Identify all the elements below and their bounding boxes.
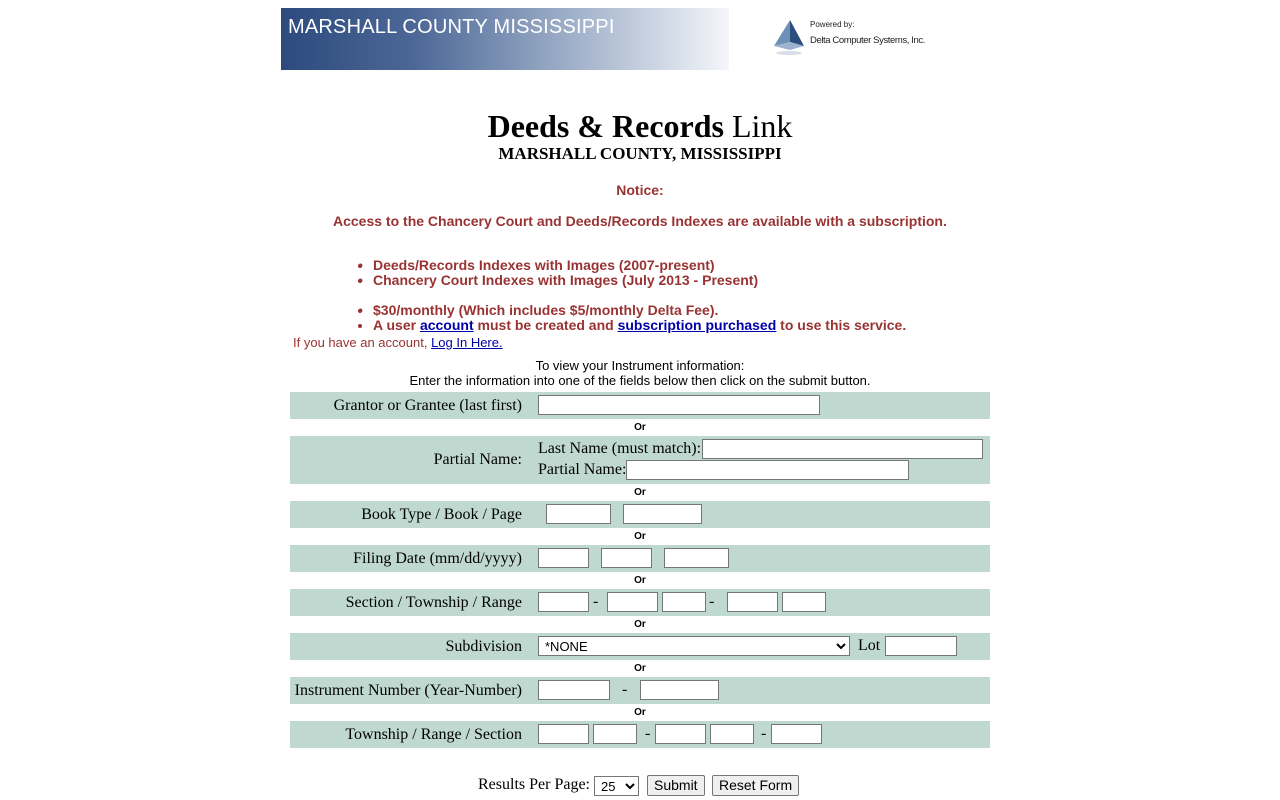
list-item: • A user account must be created and subscription purchased to use this service. (373, 318, 906, 333)
login-link[interactable]: Log In Here. (431, 335, 503, 350)
account-link[interactable]: account (419, 317, 474, 333)
str-section-input[interactable] (538, 592, 589, 612)
township-range-section-label: Township / Range / Section (345, 726, 522, 743)
dash-separator: - (709, 593, 715, 610)
book-input[interactable] (546, 504, 611, 524)
or-separator: Or (634, 422, 646, 433)
results-per-page-label: Results Per Page: (478, 776, 590, 793)
bullet-icon: • • (358, 257, 363, 273)
bullet-icon: • • (358, 272, 363, 288)
subscription-link[interactable]: subscription purchased (617, 317, 777, 333)
dash-separator: - (593, 593, 599, 610)
list-item: • • Deeds/Records Indexes with Images (2007-present) (373, 258, 758, 273)
instructions-line2: Enter the information into one of the fields below then click on the submit button. (409, 373, 871, 388)
list-item: • • Chancery Court Indexes with Images (July 2013 - Present) (373, 273, 758, 288)
filing-year-input[interactable] (664, 548, 729, 568)
township-range-section-row (290, 721, 990, 748)
instrument-number-label: Instrument Number (Year-Number) (294, 682, 522, 699)
instrument-year-input[interactable] (538, 680, 610, 700)
filing-day-input[interactable] (601, 548, 652, 568)
or-separator: Or (634, 531, 646, 542)
results-per-page-select[interactable] (594, 776, 639, 796)
subdivision-select[interactable] (538, 636, 850, 656)
subdivision-label: Subdivision (445, 638, 522, 655)
page-input[interactable] (623, 504, 702, 524)
or-separator: Or (634, 619, 646, 630)
partial-name-input[interactable] (626, 460, 909, 480)
str-range-dir-input[interactable] (782, 592, 826, 612)
trs-range-input[interactable] (655, 724, 706, 744)
trs-township-input[interactable] (538, 724, 589, 744)
str-township-input[interactable] (607, 592, 658, 612)
bullet-icon: • • (358, 302, 363, 318)
county-banner (281, 8, 729, 70)
lot-input[interactable] (885, 636, 957, 656)
title-bold: Deeds & Records (487, 108, 724, 144)
or-separator: Or (634, 707, 646, 718)
str-township-dir-input[interactable] (662, 592, 706, 612)
pricing-list (333, 303, 906, 333)
login-line: If you have an account, Log In Here. (293, 335, 503, 350)
page-subtitle: MARSHALL COUNTY, MISSISSIPPI (498, 144, 782, 163)
submit-button[interactable]: Submit (647, 775, 705, 796)
str-range-input[interactable] (727, 592, 778, 612)
partial-name-sublabel: Partial Name: (538, 461, 627, 478)
reset-form-button[interactable]: Reset Form (712, 775, 799, 796)
powered-by-label: Powered by: (810, 20, 855, 29)
trs-township-dir-input[interactable] (593, 724, 637, 744)
lot-label: Lot (858, 637, 881, 654)
or-separator: Or (634, 575, 646, 586)
notice-access-text: Access to the Chancery Court and Deeds/Records Indexes are available with a subscription. (333, 213, 947, 229)
last-name-label: Last Name (must match): (538, 440, 702, 457)
trs-range-dir-input[interactable] (710, 724, 754, 744)
banner-title: MARSHALL COUNTY MISSISSIPPI (288, 16, 615, 38)
dash-separator: - (645, 725, 651, 742)
delta-logo (774, 20, 925, 56)
notice-list (333, 258, 758, 288)
filing-date-label: Filing Date (mm/dd/yyyy) (353, 550, 522, 567)
delta-pyramid-icon (774, 20, 806, 56)
section-township-range-label: Section / Township / Range (345, 594, 522, 611)
instructions-line1: To view your Instrument information: (535, 358, 745, 373)
dash-separator: - (622, 681, 628, 698)
notice-heading: Notice: (616, 182, 664, 198)
partial-name-label: Partial Name: (433, 451, 522, 468)
delta-company-name: Delta Computer Systems, Inc. (810, 35, 925, 46)
or-separator: Or (634, 663, 646, 674)
list-item (358, 302, 906, 318)
filing-month-input[interactable] (538, 548, 589, 568)
last-name-input[interactable] (702, 439, 983, 459)
book-label: Book Type / Book / Page (361, 506, 522, 523)
grantor-label: Grantor or Grantee (last first) (333, 397, 522, 414)
title-normal: Link (731, 108, 793, 144)
trs-section-input[interactable] (771, 724, 822, 744)
or-separator: Or (634, 487, 646, 498)
instrument-number-input[interactable] (640, 680, 719, 700)
price-text: $30/monthly (Which includes $5/monthly Delta Fee). (373, 302, 719, 318)
dash-separator: - (761, 725, 767, 742)
page-title (0, 106, 1280, 146)
grantor-input[interactable] (538, 395, 820, 415)
